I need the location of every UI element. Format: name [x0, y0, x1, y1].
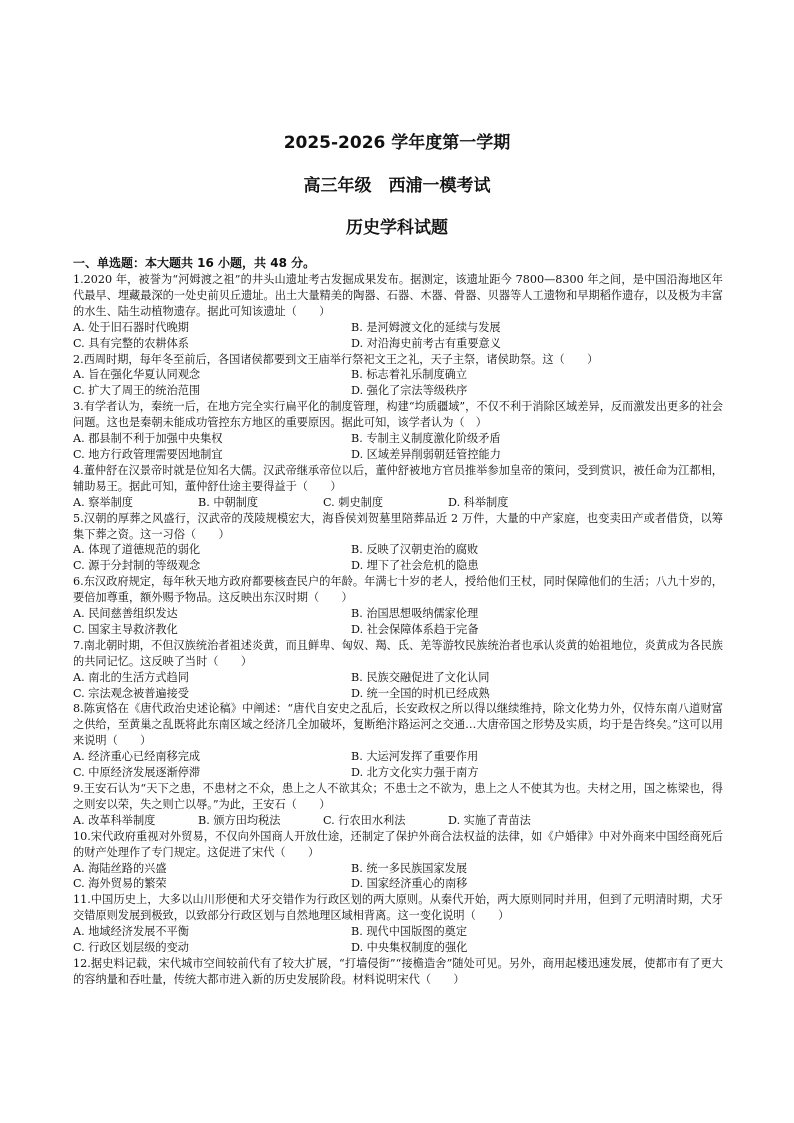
section-heading: 一、单选题：本大题共 16 小题，共 48 分。 — [73, 256, 316, 270]
option-b: B. 专制主义制度激化阶级矛盾 — [351, 432, 501, 446]
question-1: 1.2020 年，被誉为“河姆渡之祖”的井头山遗址考古发掘成果发布。据测定，该遗址距今 7800—8300 年之间，是中国沿海地区年代最早、埋藏最深的一处史前贝丘遗址。出土大量精美的陶器、石器、木器、骨器、贝器等人工遗物和早期稻作遗存，以及极为丰富的水生、陆生动植物遗存。据此可知该遗址（ ） — [73, 273, 723, 318]
option-d: D. 实施了青苗法 — [448, 813, 531, 827]
question-6-options — [73, 606, 723, 638]
question-11-options — [73, 924, 723, 956]
option-b: B. 颁方田均税法 — [198, 813, 281, 827]
option-a: A. 改革科举制度 — [73, 813, 156, 827]
option-c: C. 源于分封制的等级观念 — [73, 559, 201, 573]
option-c: C. 具有完整的农耕体系 — [73, 336, 189, 350]
exam-year-title: 2025-2026 学年度第一学期 — [283, 133, 511, 153]
question-11: 11.中国历史上，大多以山川形便和犬牙交错作为行政区划的两大原则。从秦代开始，两大原则同时并用，但到了元明清时期，犬牙交错原则发展到极致，以致部分行政区划与自然地理区域相背离。这一变化说明（ ） — [73, 893, 723, 923]
question-10-options — [73, 861, 723, 893]
question-7: 7.南北朝时期，不但汉族统治者祖述炎黄，而且鲜卑、匈奴、羯、氐、羌等游牧民族统治者也承认炎黄的始祖地位，炎黄成为各民族的共同记忆。这反映了当时（ ） — [73, 638, 723, 668]
option-a: A. 察举制度 — [73, 495, 133, 509]
option-d: D. 科举制度 — [448, 495, 509, 509]
option-a: A. 旨在强化华夏认同观念 — [73, 368, 201, 382]
question-9-options — [73, 813, 723, 829]
question-3: 3.有学者认为，秦统一后，在地方完全实行扁平化的制度管理，构建“均质疆域”，不仅不利于消除区域差异，反而激发出更多的社会问题。这也是秦朝未能成功管控东方地区的重要原因。据此可知，该学者认为（ ） — [73, 400, 723, 430]
question-8-options — [73, 749, 723, 781]
option-a: A. 地域经济发展不平衡 — [73, 925, 189, 939]
question-2-options — [73, 367, 723, 399]
option-c: C. 地方行政管理需要因地制宜 — [73, 447, 223, 461]
option-c: C. 宗法观念被普遍接受 — [73, 686, 189, 700]
option-b: B. 治国思想吸纳儒家伦理 — [351, 607, 479, 621]
question-12: 12.据史料记载，宋代城市空间较前代有了较大扩展，“打墙侵街”“接檐造舍”随处可见。另外，商用起楼迅速发展，使都市有了更大的容纳量和吞吐量，传统大都市进入新的历史发展阶段。材料说明宋代（ ） — [73, 956, 723, 986]
question-5-options — [73, 542, 723, 574]
option-b: B. 现代中国版图的奠定 — [351, 925, 468, 939]
question-5: 5.汉朝的厚葬之风盛行，汉武帝的茂陵规模宏大，海昏侯刘贺墓里陪葬品近 2 万件，大量的中产家庭，也变卖田产或者借贷，以筹集下葬之资。这一习俗（ ） — [73, 511, 723, 541]
option-c: C. 行政区划层级的变动 — [73, 941, 189, 955]
option-d: D. 中央集权制度的强化 — [351, 941, 468, 955]
option-c: C. 扩大了周王的统治范围 — [73, 384, 201, 398]
exam-content — [73, 255, 723, 988]
option-d: D. 北方文化实力强于南方 — [351, 766, 479, 780]
question-9: 9.王安石认为“天下之患，不患材之不众，患上之人不欲其众；不患士之不欲为，患上之人不使其为也。夫材之用，国之栋梁也，得之则安以荣，失之则亡以辱。”为此，王安石（ ） — [73, 782, 723, 811]
question-7-options — [73, 670, 723, 702]
option-b: B. 是河姆渡文化的延续与发展 — [351, 320, 501, 334]
question-4-options — [73, 495, 723, 511]
option-c: C. 海外贸易的繁荣 — [73, 877, 167, 891]
option-b: B. 民族交融促进了文化认同 — [351, 670, 490, 684]
option-b: B. 标志着礼乐制度确立 — [351, 368, 468, 382]
question-10: 10.宋代政府重视对外贸易，不仅向外国商人开放仕途，还制定了保护外商合法权益的法律，如《户婚律》中对外商来中国经商死后的财产处理作了专门规定。这促进了宋代（ ） — [73, 829, 723, 859]
option-a: A. 经济重心已经南移完成 — [73, 750, 201, 764]
option-d: D. 埋下了社会危机的隐患 — [351, 559, 479, 573]
option-c: C. 行农田水利法 — [323, 813, 406, 827]
option-a: A. 南北的生活方式趋同 — [73, 670, 189, 684]
option-d: D. 对沿海史前考古有重要意义 — [351, 336, 501, 350]
exam-subject-title: 历史学科试题 — [346, 218, 448, 238]
question-3-options — [73, 431, 723, 463]
option-a: A. 处于旧石器时代晚期 — [73, 320, 189, 334]
option-d: D. 国家经济重心的南移 — [351, 877, 468, 891]
option-d: D. 区域差异削弱朝廷管控能力 — [351, 447, 501, 461]
option-a: A. 郡县制不利于加强中央集权 — [73, 432, 223, 446]
exam-grade-title: 高三年级 西浦一模考试 — [303, 176, 491, 196]
option-b: B. 中朝制度 — [198, 495, 259, 509]
question-8: 8.陈寅恪在《唐代政治史述论稿》中阐述：“唐代自安史之乱后，长安政权之所以得以继续维持，除文化势力外，仅恃东南八道财富之供给，至黄巢之乱既将此东南区域之经济几全加破坏，复断绝汴路运河之交通…大唐帝国之形势及实质，均于是告终矣。”这可以用来说明（ ） — [73, 702, 723, 748]
option-c: C. 刺史制度 — [323, 495, 384, 509]
option-c: C. 中原经济发展逐渐停滞 — [73, 766, 201, 780]
question-4: 4.董仲舒在汉景帝时就是位知名大儒。汉武帝继承帝位以后，董仲舒被地方官员推举参加皇帝的策问，受到赏识，被任命为江都相，辅助易王。据此可知，董仲舒仕途主要得益于（ ） — [73, 463, 723, 493]
option-d: D. 强化了宗法等级秩序 — [351, 384, 468, 398]
option-c: C. 国家主导救济教化 — [73, 622, 178, 636]
option-a: A. 海陆丝路的兴盛 — [73, 861, 167, 875]
option-b: B. 大运河发挥了重要作用 — [351, 750, 479, 764]
option-d: D. 社会保障体系趋于完备 — [351, 622, 479, 636]
option-a: A. 民间慈善组织发达 — [73, 607, 178, 621]
question-1-options — [73, 320, 723, 352]
question-2: 2.西周时期，每年冬至前后，各国诸侯都要到文王庙举行祭祀文王之礼，天子主祭，诸侯助祭。这（ ） — [73, 352, 599, 366]
option-d: D. 统一全国的时机已经成熟 — [351, 686, 490, 700]
option-a: A. 体现了道德规范的弱化 — [73, 543, 201, 557]
question-6: 6.东汉政府规定，每年秋天地方政府都要核查民户的年龄。年满七十岁的老人，授给他们王杖，同时保障他们的生活；八九十岁的，要倍加尊重，额外赐予物品。这反映出东汉时期（ ） — [73, 575, 723, 605]
option-b: B. 反映了汉朝吏治的腐败 — [351, 543, 479, 557]
option-b: B. 统一多民族国家发展 — [351, 861, 468, 875]
